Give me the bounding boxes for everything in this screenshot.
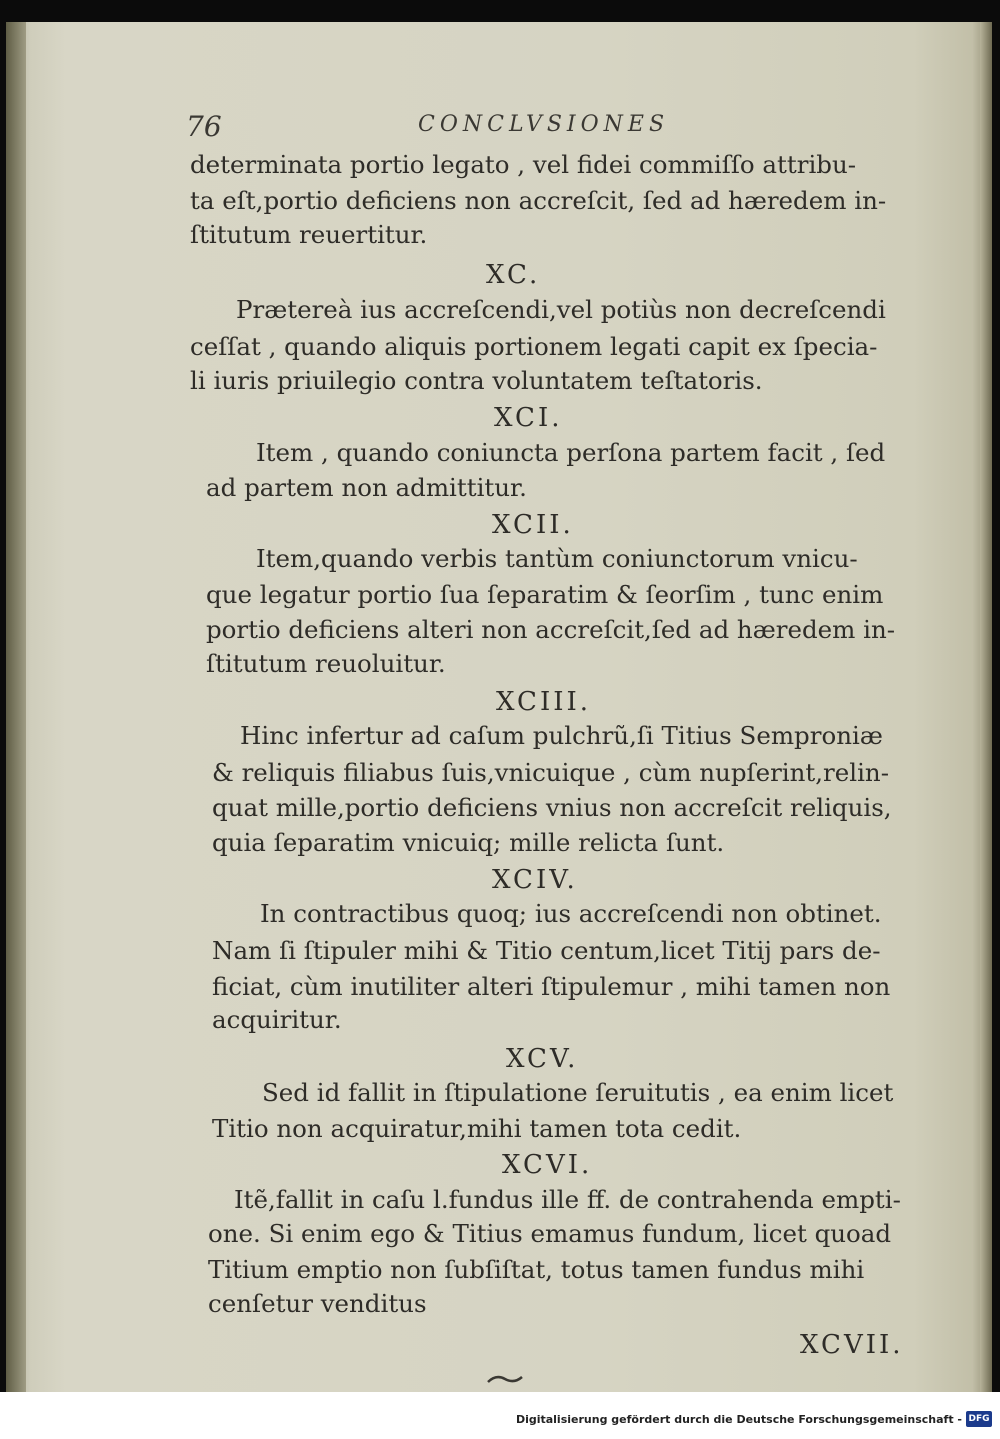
page-header [186, 106, 806, 146]
text-line: cenſetur venditus [208, 1289, 427, 1318]
section-numeral: XCIV. [492, 865, 578, 895]
text-line: que legatur portio ſua ſeparatim & ſeorſim , tunc enim [206, 580, 884, 609]
text-line: acquiritur. [212, 1005, 342, 1034]
text-line: ſtitutum reuertitur. [190, 220, 428, 249]
text-line: determinata portio legato , vel fidei commiſſo attribu- [190, 150, 857, 179]
section-numeral: XC. [486, 260, 541, 290]
text-line: ad partem non admittitur. [206, 473, 527, 502]
dfg-logo-icon: DFG [966, 1411, 992, 1427]
section-numeral: XCI. [494, 403, 563, 433]
section-numeral: XCV. [506, 1044, 579, 1074]
ornament-icon [486, 1372, 524, 1386]
book-page [6, 22, 992, 1392]
text-line: & reliquis filiabus ſuis,vnicuique , cùm nupſerint,relin- [212, 758, 889, 787]
text-line: Itẽ,fallit in caſu l.fundus ille ff. de contrahenda empti- [234, 1185, 901, 1214]
text-line: Nam ſi ſtipuler mihi & Titio centum,licet Titij pars de- [212, 936, 881, 965]
text-line: Item,quando verbis tantùm coniunctorum vnicu- [256, 544, 858, 573]
catchword: XCVII. [800, 1330, 904, 1360]
running-head: CONCLVSIONES [418, 112, 670, 137]
section-numeral: XCII. [492, 510, 574, 540]
text-line: Item , quando coniuncta perſona partem facit , ſed [256, 438, 886, 467]
text-line: Prӕtereà ius accreſcendi,vel potiùs non decreſcendi [236, 295, 886, 324]
section-numeral: XCIII. [496, 687, 592, 717]
text-line: In contractibus quoq; ius accreſcendi non obtinet. [260, 899, 882, 928]
text-line: ficiat, cùm inutiliter alteri ſtipulemur , mihi tamen non [212, 972, 891, 1001]
footer-credit: Digitalisierung gefördert durch die Deutsche Forschungsgemeinschaft - [515, 1413, 962, 1426]
footer-bar [0, 1392, 1000, 1439]
text-line: one. Si enim ego & Titius emamus fundum, licet quoad [208, 1219, 892, 1248]
text-line: quat mille,portio deficiens vnius non accreſcit reliquis, [212, 793, 892, 822]
text-line: li iuris priuilegio contra voluntatem teſtatoris. [190, 366, 763, 395]
text-line: ceſſat , quando aliquis portionem legati capit ex ſpecia- [190, 332, 878, 361]
text-line: portio deficiens alteri non accreſcit,ſed ad hæredem in- [206, 615, 896, 644]
text-line: Titio non acquiratur,mihi tamen tota cedit. [212, 1114, 742, 1143]
text-line: Sed id fallit in ſtipulatione ſeruitutis , ea enim licet [262, 1078, 894, 1107]
section-numeral: XCVI. [502, 1150, 593, 1180]
text-line: Hinc infertur ad caſum pulchrũ,ſi Titius Semproniæ [240, 721, 883, 750]
page-number: 76 [186, 110, 222, 143]
text-line: ta eſt,portio deficiens non accreſcit, ſed ad hæredem in- [190, 186, 887, 215]
text-line: Titium emptio non ſubſiſtat, totus tamen fundus mihi [208, 1255, 865, 1284]
text-line: quia ſeparatim vnicuiq; mille relicta ſunt. [212, 828, 725, 857]
text-line: ſtitutum reuoluitur. [206, 649, 446, 678]
